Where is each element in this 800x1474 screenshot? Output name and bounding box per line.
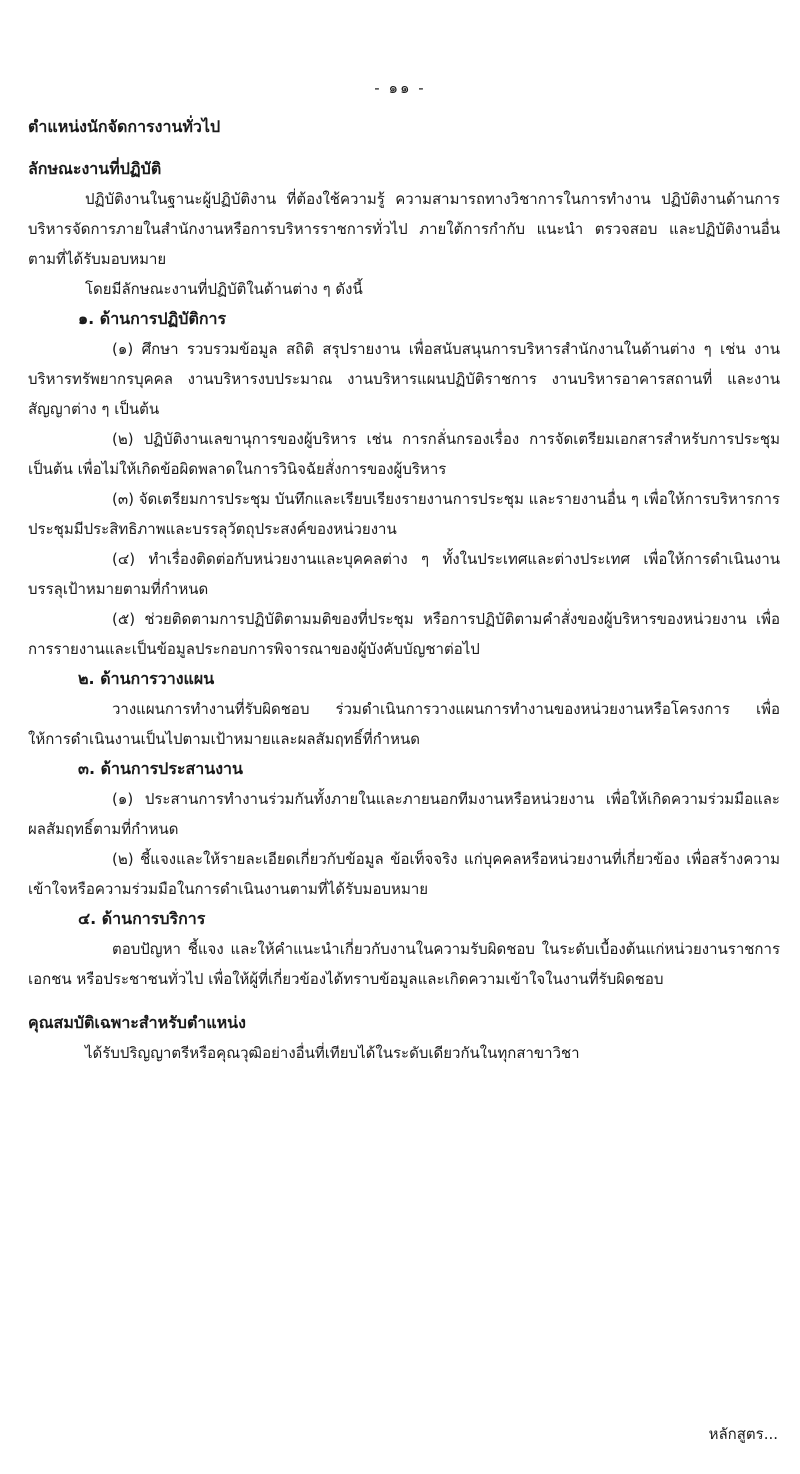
continued-marker: หลักสูตร... (708, 1425, 778, 1443)
page-number: - ๑๑ - (374, 79, 426, 97)
job-description-heading: ลักษณะงานที่ปฏิบัติ (28, 159, 162, 178)
section-item: (๓) จัดเตรียมการประชุม บันทึกและเรียบเรียงรายงานการประชุม และรายงานอื่น ๆ เพื่อให้การบริหารการประชุมมีประสิทธิภาพและบรรลุวัตถุประสงค์ของหน่วยงาน (28, 490, 780, 538)
qualifications-text: ได้รับปริญญาตรีหรือคุณวุฒิอย่างอื่นที่เทียบได้ในระดับเดียวกันในทุกสาขาวิชา (85, 1044, 580, 1062)
document-body (28, 112, 780, 1068)
section-text: ตอบปัญหา ชี้แจง และให้คำแนะนำเกี่ยวกับงานในความรับผิดชอบ ในระดับเบื้องต้นแก่หน่วยงานราชการ เอกชน หรือประชาชนทั่วไป เพื่อให้ผู้ที่เกี่ยวข้องได้ทราบข้อมูลและเกิดความเข้าใจในงานที่รับผิดชอบ (28, 940, 780, 988)
job-description-intro: ปฏิบัติงานในฐานะผู้ปฏิบัติงาน ที่ต้องใช้ความรู้ ความสามารถทางวิชาการในการทำงาน ปฏิบัติงานด้านการบริหารจัดการภายในสำนักงานหรือการบริหารราชการทั่วไป ภายใต้การกำกับ แนะนำ ตรวจสอบ และปฏิบัติงานอื่นตามที่ได้รับมอบหมาย (28, 190, 780, 268)
section-item: (๒) ชี้แจงและให้รายละเอียดเกี่ยวกับข้อมูล ข้อเท็จจริง แก่บุคคลหรือหน่วยงานที่เกี่ยวข้อง เพื่อสร้างความเข้าใจหรือความร่วมมือในการดำเนินงานตามที่ได้รับมอบหมาย (28, 850, 780, 898)
section-item: (๑) ศึกษา รวบรวมข้อมูล สถิติ สรุปรายงาน เพื่อสนับสนุนการบริหารสำนักงานในด้านต่าง ๆ เช่น งานบริหารทรัพยากรบุคคล งานบริหารงบประมาณ งานบริหารแผนปฏิบัติราชการ งานบริหารอาคารสถานที่ และงานสัญญาต่าง ๆ เป็นต้น (28, 340, 780, 418)
section-text: วางแผนการทำงานที่รับผิดชอบ ร่วมดำเนินการวางแผนการทำงานของหน่วยงานหรือโครงการ เพื่อให้การดำเนินงานเป็นไปตามเป้าหมายและผลสัมฤทธิ์ที่กำหนด (28, 700, 780, 748)
section-item: (๔) ทำเรื่องติดต่อกับหน่วยงานและบุคคลต่าง ๆ ทั้งในประเทศและต่างประเทศ เพื่อให้การดำเนินงานบรรลุเป้าหมายตามที่กำหนด (28, 550, 780, 598)
section-title-planning: ๒. ด้านการวางแผน (78, 669, 215, 688)
section-title-service: ๔. ด้านการบริการ (78, 909, 206, 928)
section-title-coordination: ๓. ด้านการประสานงาน (78, 759, 243, 778)
position-title: ตำแหน่งนักจัดการงานทั่วไป (28, 117, 221, 136)
section-item: (๑) ประสานการทำงานร่วมกันทั้งภายในและภายนอกทีมงานหรือหน่วยงาน เพื่อให้เกิดความร่วมมือและผลสัมฤทธิ์ตามที่กำหนด (28, 790, 780, 838)
section-title-operations: ๑. ด้านการปฏิบัติการ (78, 309, 227, 328)
job-description-lead: โดยมีลักษณะงานที่ปฏิบัติในด้านต่าง ๆ ดังนี้ (85, 280, 363, 298)
qualifications-heading: คุณสมบัติเฉพาะสำหรับตำแหน่ง (28, 1013, 246, 1032)
section-item: (๕) ช่วยติดตามการปฏิบัติตามมติของที่ประชุม หรือการปฏิบัติตามคำสั่งของผู้บริหารของหน่วยงาน เพื่อการรายงานและเป็นข้อมูลประกอบการพิจารณาของผู้บังคับบัญชาต่อไป (28, 610, 780, 658)
section-item: (๒) ปฏิบัติงานเลขานุการของผู้บริหาร เช่น การกลั่นกรองเรื่อง การจัดเตรียมเอกสารสำหรับการประชุม เป็นต้น เพื่อไม่ให้เกิดข้อผิดพลาดในการวินิจฉัยสั่งการของผู้บริหาร (28, 430, 780, 478)
